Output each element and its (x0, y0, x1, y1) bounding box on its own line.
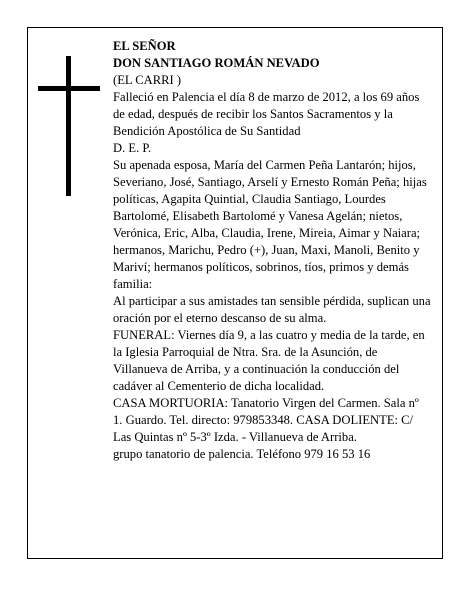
family-list: Su apenada esposa, María del Carmen Peña Lantarón; hijos, Severiano, José, Santiago, Arselí y Ernesto Román Peña; hijas políticas, Agapita Quintial, Claudia Santiago, Lourdes Bartolomé, Elisabeth Bartolomé y Vanesa Agelán; nietos, Verónica, Eric, Alba, Claudia, Irene, Mireia, Aimar y Naiara; hermanos, Marichu, Pedro (+), Juan, Maxi, Manoli, Benito y Mariví; hermanos políticos, sobrinos, tíos, primos y demás familia: (113, 158, 427, 291)
funeral-details: FUNERAL: Viernes día 9, a las cuatro y media de la tarde, en la Iglesia Parroquial de Ntra. Sra. de la Asunción, de Villanueva de Arriba, y a continuación la conducción del cadáver al Cementerio de dicha localidad. (113, 328, 425, 393)
nickname: (EL CARRI ) (113, 73, 182, 87)
obituary-text (113, 38, 431, 463)
cross-vertical-bar (66, 56, 71, 196)
deceased-name: DON SANTIAGO ROMÁN NEVADO (113, 56, 320, 70)
cross-horizontal-bar (38, 86, 100, 91)
mortuary-details: CASA MORTUORIA: Tanatorio Virgen del Carmen. Sala nº 1. Guardo. Tel. directo: 979853348. CASA DOLIENTE: C/ Las Quintas nº 5-3º Izda. - Villanueva de Arriba. (113, 396, 419, 444)
death-announcement: Falleció en Palencia el día 8 de marzo de 2012, a los 69 años de edad, después de recibir los Santos Sacramentos y la Bendición Apostólica de Su Santidad (113, 90, 420, 138)
rip: D. E. P. (113, 141, 152, 155)
funeral-home-footer: grupo tanatorio de palencia. Teléfono 979 16 53 16 (113, 447, 371, 461)
title-line-1: EL SEÑOR (113, 39, 176, 53)
prayer-request: Al participar a sus amistades tan sensible pérdida, suplican una oración por el eterno descanso de su alma. (113, 294, 431, 325)
